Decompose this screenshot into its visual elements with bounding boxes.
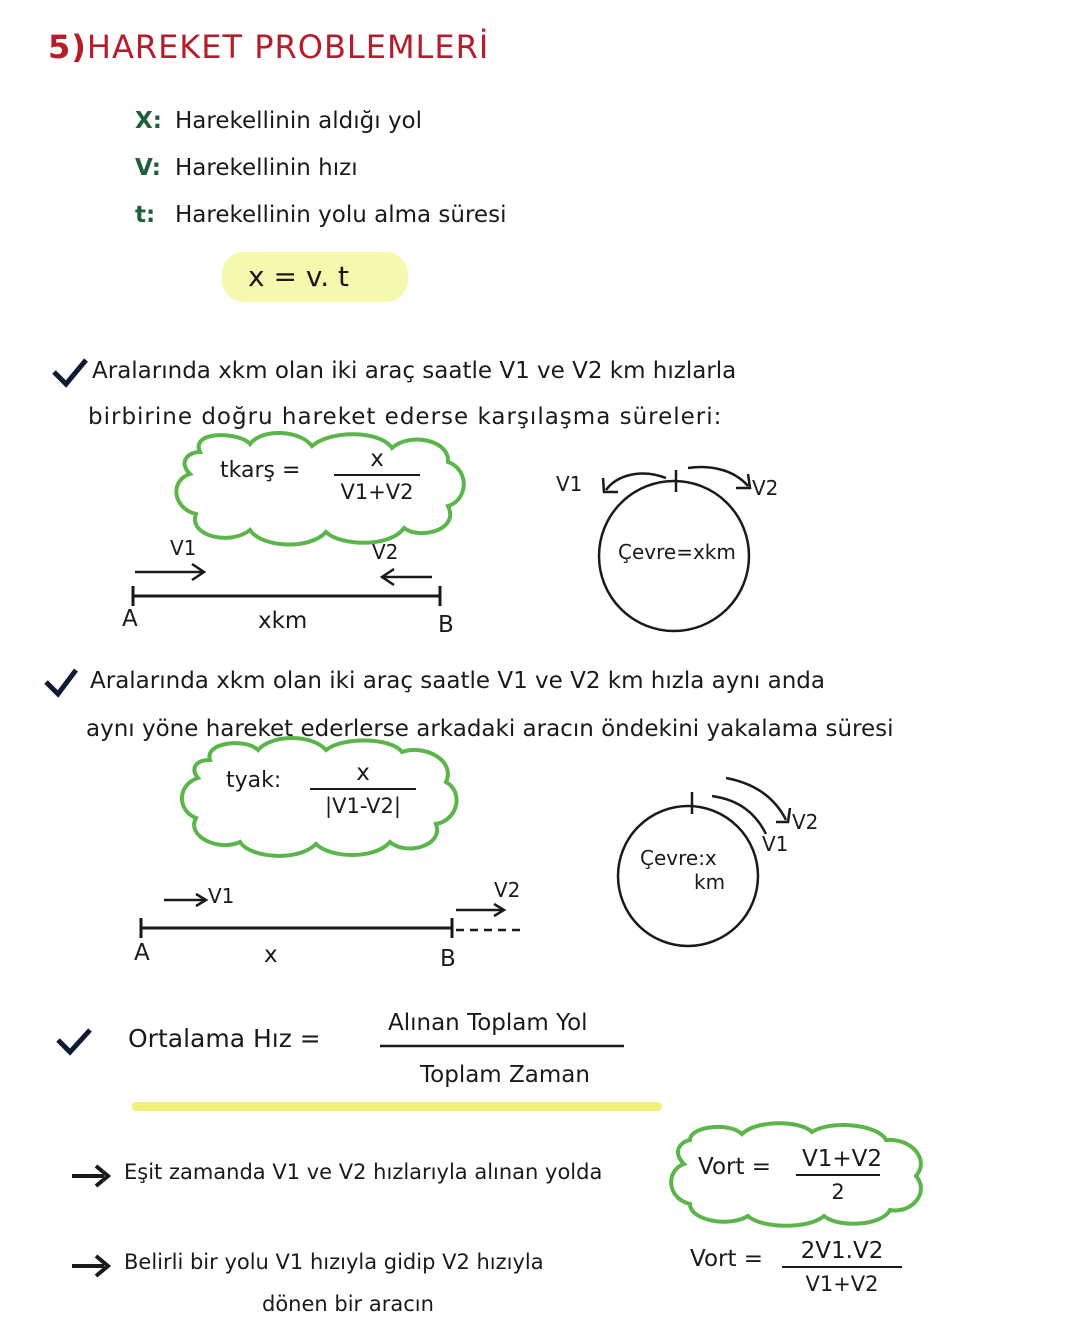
circle1-v2-label: V2 bbox=[752, 476, 779, 500]
rule1-numerator: V1+V2 bbox=[802, 1146, 883, 1172]
definition-key: X: bbox=[135, 108, 162, 134]
rule2-text-2: dönen bir aracın bbox=[262, 1292, 434, 1316]
main-formula: x = v. t bbox=[248, 260, 350, 293]
tkars-numerator: x bbox=[370, 446, 384, 472]
section2-line1: Aralarında xkm olan iki araç saatle V1 ve V2 km hızla aynı anda bbox=[90, 668, 825, 694]
circle1-v1-label: V1 bbox=[556, 472, 583, 496]
rule2-denominator: V1+V2 bbox=[782, 1266, 902, 1296]
definition-key: t: bbox=[135, 202, 156, 228]
line2-v2-label: V2 bbox=[494, 878, 521, 902]
tkars-fraction bbox=[334, 446, 420, 504]
section1-line2: birbirine doğru hareket ederse karşılaşma süreleri: bbox=[88, 404, 723, 430]
circle2-v1-label: V1 bbox=[762, 832, 789, 856]
tkars-denominator: V1+V2 bbox=[334, 474, 420, 504]
tyak-lhs: tyak: bbox=[226, 768, 282, 793]
line2-point-b: B bbox=[440, 946, 456, 972]
rule2-numerator: 2V1.V2 bbox=[800, 1238, 884, 1264]
title-text: HAREKET PROBLEMLERİ bbox=[86, 28, 490, 66]
definition-text: Harekellinin aldığı yol bbox=[175, 108, 423, 134]
rule1-denominator: 2 bbox=[796, 1174, 880, 1204]
definition-key: V: bbox=[135, 155, 161, 181]
average-highlight bbox=[132, 1102, 662, 1111]
check-3 bbox=[58, 1030, 90, 1052]
definition-t bbox=[135, 202, 506, 228]
line1-point-b: B bbox=[438, 612, 454, 638]
line2-v1-label: V1 bbox=[208, 884, 235, 908]
rule2-lhs: Vort = bbox=[690, 1246, 764, 1272]
circle2-label-2: km bbox=[694, 870, 726, 894]
definition-text: Harekellinin yolu alma süresi bbox=[175, 202, 507, 228]
circle2-label-1: Çevre:x bbox=[640, 846, 717, 870]
line1-v1-label: V1 bbox=[170, 536, 197, 560]
rule1-lhs: Vort = bbox=[698, 1154, 772, 1180]
circle1-label: Çevre=xkm bbox=[618, 540, 736, 564]
tyak-numerator: x bbox=[356, 760, 370, 786]
tyak-fraction bbox=[310, 760, 416, 818]
section1-line1: Aralarında xkm olan iki araç saatle V1 ve V2 km hızlarla bbox=[92, 358, 737, 384]
check-1 bbox=[54, 360, 86, 384]
definition-v bbox=[135, 155, 358, 181]
rule2-fraction bbox=[782, 1238, 902, 1296]
rule1-fraction bbox=[796, 1146, 883, 1204]
page-title bbox=[48, 28, 489, 66]
line1-point-a: A bbox=[122, 606, 138, 632]
line1-distance: xkm bbox=[258, 608, 308, 634]
average-speed-numerator: Alınan Toplam Yol bbox=[388, 1010, 588, 1036]
line1-v2-label: V2 bbox=[372, 540, 399, 564]
average-speed-denominator: Toplam Zaman bbox=[420, 1062, 590, 1088]
line2-distance: x bbox=[264, 942, 278, 968]
section2-line2: aynı yöne hareket ederlerse arkadaki aracın öndekini yakalama süresi bbox=[86, 716, 894, 742]
tyak-denominator: |V1-V2| bbox=[310, 788, 416, 818]
definition-x bbox=[135, 108, 422, 134]
title-number: 5) bbox=[48, 28, 87, 66]
definition-text: Harekellinin hızı bbox=[175, 155, 358, 181]
tkars-lhs: tkarş = bbox=[220, 458, 301, 483]
rule1-text: Eşit zamanda V1 ve V2 hızlarıyla alınan yolda bbox=[124, 1160, 603, 1184]
circle2-v2-label: V2 bbox=[792, 810, 819, 834]
rule2-text-1: Belirli bir yolu V1 hızıyla gidip V2 hızıyla bbox=[124, 1250, 544, 1274]
average-speed-lhs: Ortalama Hız = bbox=[128, 1024, 321, 1053]
cloud-1 bbox=[176, 433, 463, 545]
check-2 bbox=[46, 670, 76, 694]
line2-point-a: A bbox=[134, 940, 150, 966]
track-circle-2 bbox=[618, 806, 758, 946]
